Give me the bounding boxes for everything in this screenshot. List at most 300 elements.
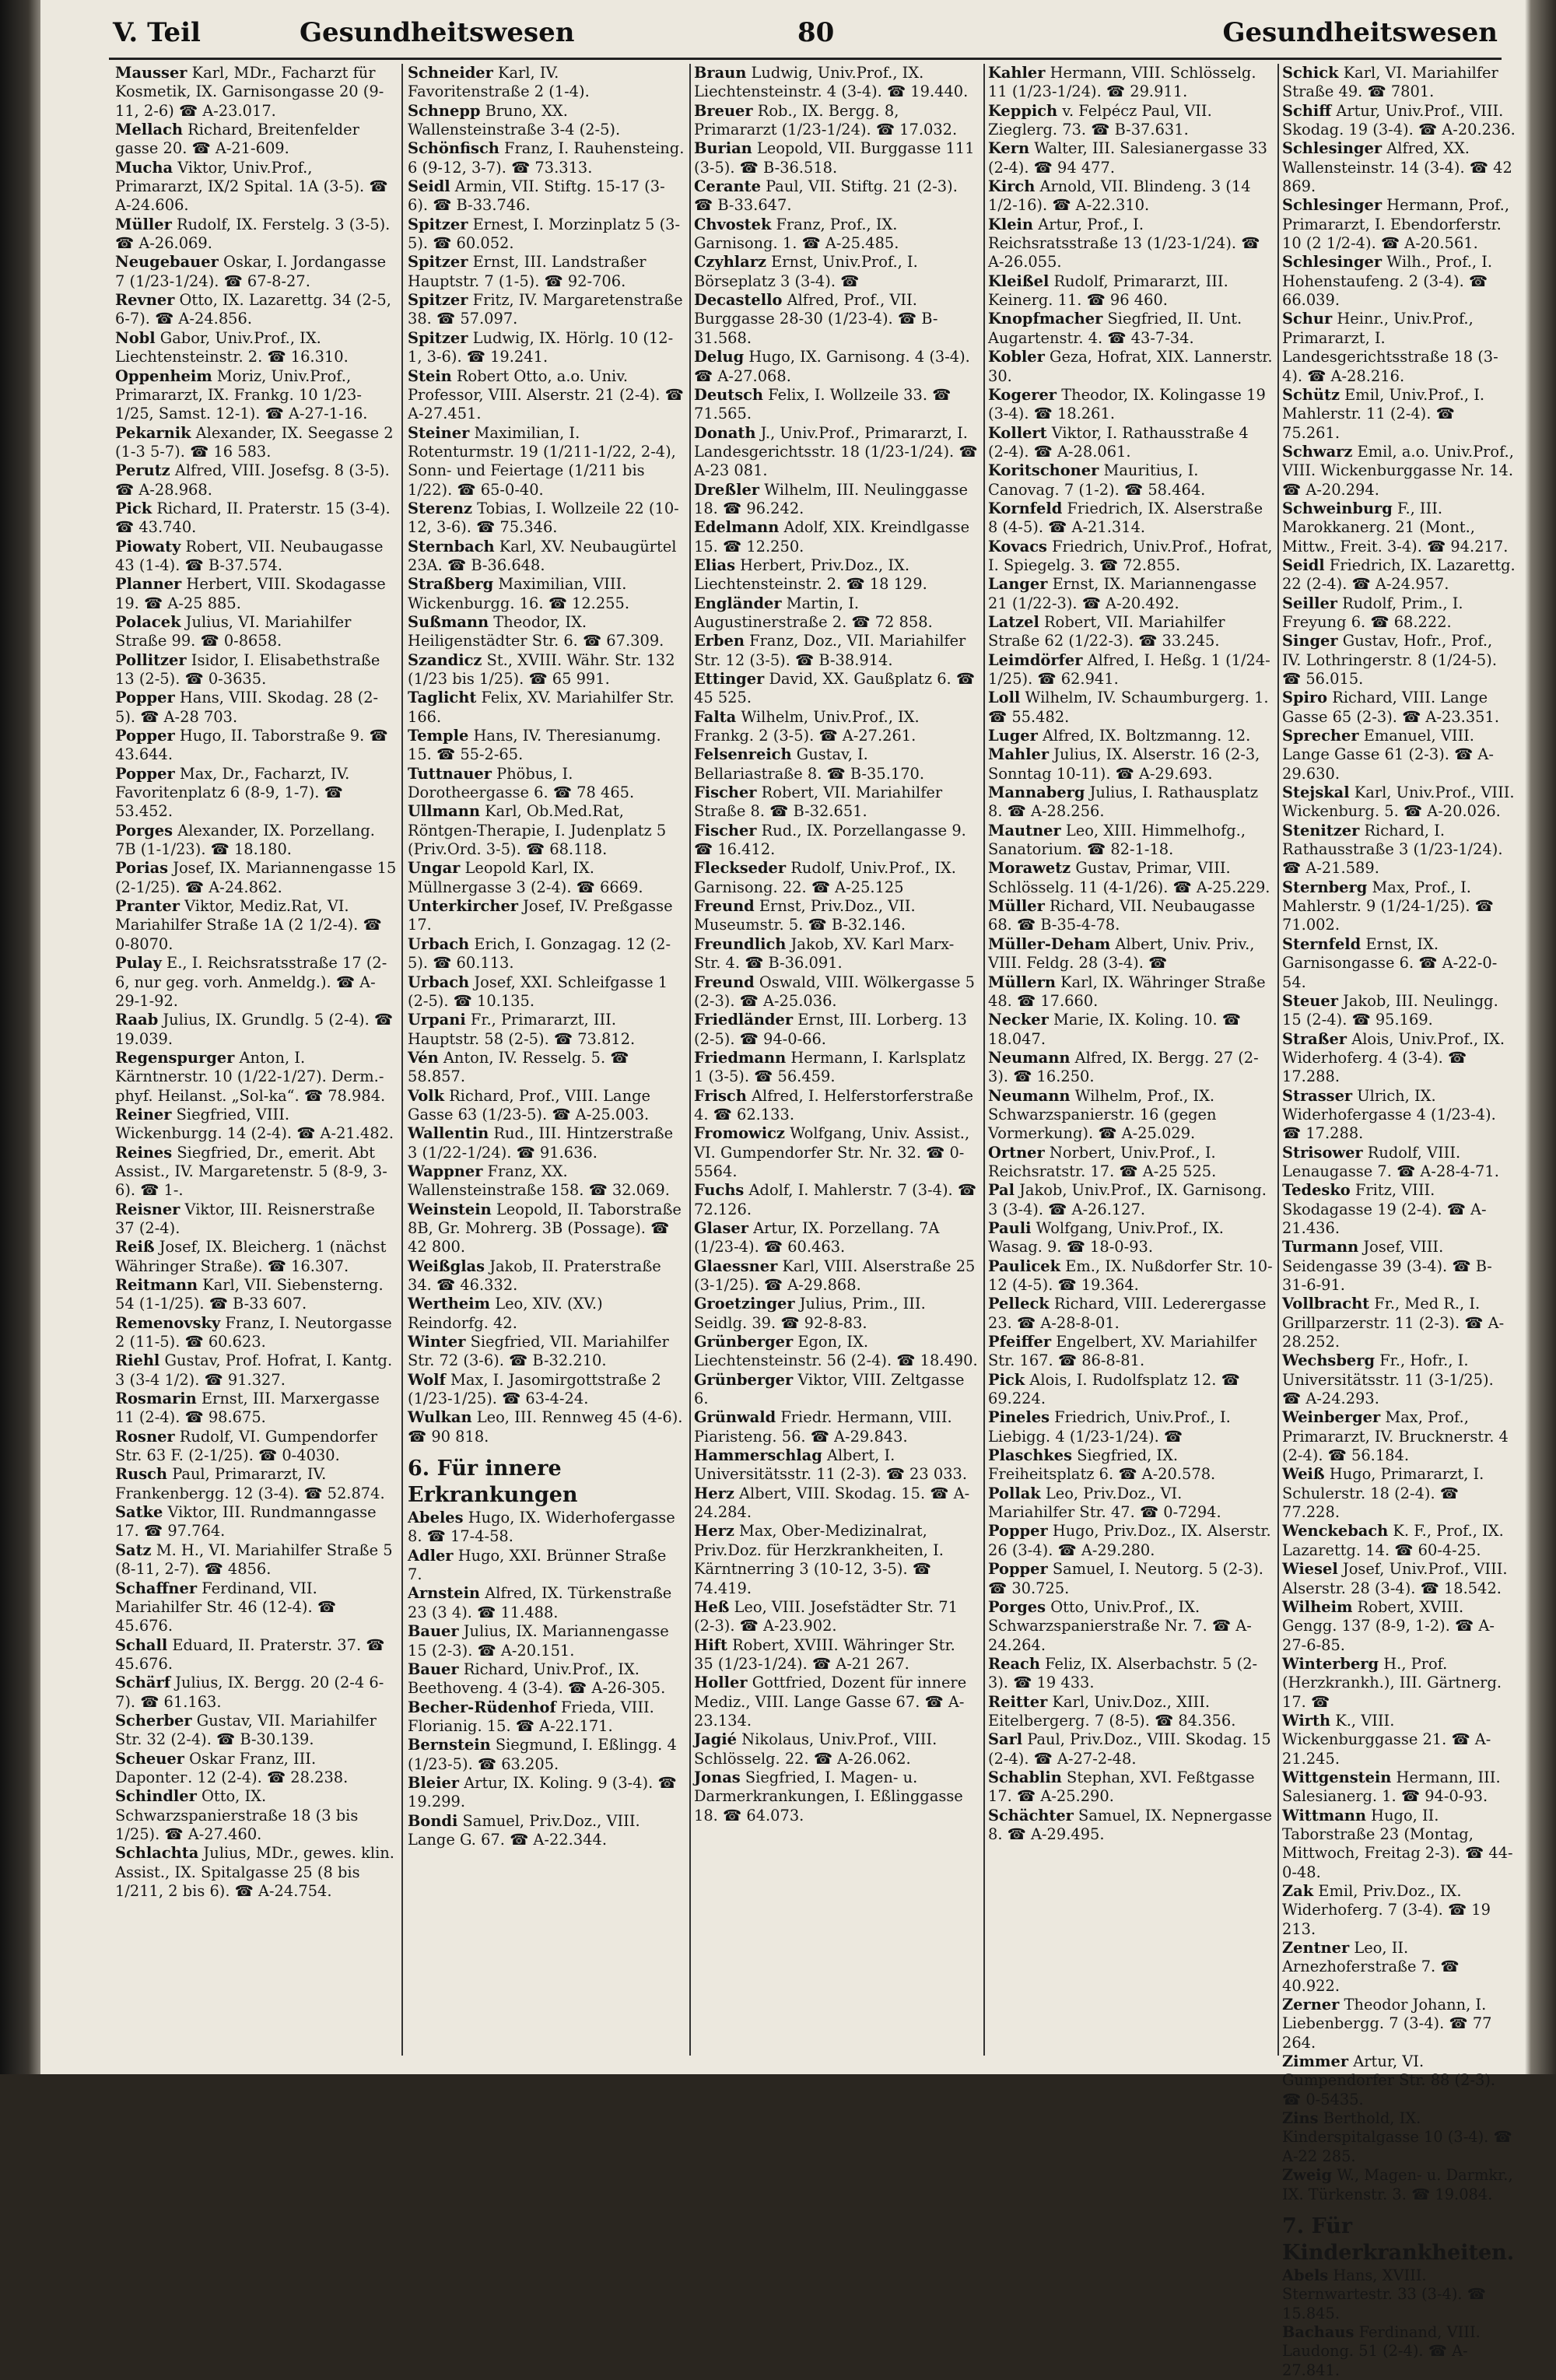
directory-entry [694, 822, 979, 860]
entry-surname: Hift [694, 1635, 727, 1654]
entry-surname: Decastello [694, 291, 783, 310]
entry-details: Stephan, XVI. Feßtgasse 17. ☎ A-25.290. [988, 1768, 1260, 1806]
entry-surname: Koritschoner [988, 461, 1099, 480]
directory-entry [115, 64, 397, 121]
entry-details: Ludwig, Univ.Prof., IX. Liechtensteinstr. 4 (3-4). ☎ 19.440. [694, 64, 969, 101]
entry-details: Friedr. Hermann, VIII. Piaristeng. 56. ☎ A-29.843. [694, 1408, 957, 1446]
entry-details: Jakob, III. Neulingg. 15 (2-4). ☎ 95.169. [1282, 991, 1503, 1029]
entry-surname: Wenckebach [1282, 1522, 1389, 1541]
entry-surname: Schütz [1282, 385, 1340, 404]
entry-surname: Pfeiffer [988, 1333, 1052, 1351]
directory-entry [1282, 2109, 1516, 2166]
directory-entry [408, 859, 685, 897]
directory-entry [115, 1750, 397, 1788]
entry-details: Leo, VIII. Josefstädter Str. 71 (2-3). ☎ A-23.902. [694, 1597, 963, 1635]
entry-surname: Schindler [115, 1787, 197, 1806]
directory-entry [408, 1660, 685, 1698]
entry-details: Rud., III. Hintzerstraße 3 (1/22-1/24). ☎ 91.636. [408, 1124, 678, 1162]
directory-entry [1282, 253, 1516, 310]
entry-surname: Taglicht [408, 689, 477, 707]
directory-entry [694, 1219, 979, 1257]
directory-entry [694, 481, 979, 519]
entry-surname: Mellach [115, 121, 184, 139]
entry-details: Josef, IX. Mariannengasse 15 (2-1/25). ☎ A-24.862. [115, 859, 401, 896]
entry-details: Artur, VI. Gumpendorfer Str. 88 (2-3). ☎ 0-5435. [1282, 2052, 1501, 2108]
entry-details: Rudolf, VI. Gumpendorfer Str. 63 F. (2-1/25). ☎ 0-4030. [115, 1427, 383, 1465]
directory-entry [115, 1351, 397, 1390]
entry-surname: Vén [408, 1048, 439, 1067]
entry-details: Walter, III. Salesianergasse 33 (2-4). ☎ 94 477. [988, 139, 1273, 177]
directory-entry [115, 859, 401, 897]
header-part: V. Teil [113, 17, 201, 48]
entry-details: Franz, XX. Wallensteinstraße 158. ☎ 32.069. [408, 1162, 670, 1200]
entry-surname: Abels [1282, 2266, 1329, 2284]
entry-surname: Polacek [115, 612, 181, 631]
directory-entry [694, 177, 979, 216]
entry-surname: Ungar [408, 859, 461, 878]
entry-details: Emil, a.o. Univ.Prof., VIII. Wickenburggasse Nr. 14. ☎ A-20.294. [1282, 442, 1519, 499]
entry-details: Richard, I. Rathausstraße 3 (1/23-1/24). ☎ A-21.589. [1282, 821, 1508, 878]
directory-entry [694, 897, 979, 935]
directory-entry [988, 461, 1273, 499]
entry-surname: Becher-Rüdenhof [408, 1698, 556, 1716]
directory-entry [408, 727, 685, 765]
directory-entry [694, 139, 979, 177]
entry-surname: Popper [115, 689, 175, 707]
entry-surname: Heß [694, 1597, 730, 1616]
directory-entry [408, 802, 685, 859]
directory-entry [1282, 689, 1516, 727]
entry-surname: Grünwald [694, 1408, 776, 1427]
entry-surname: Erben [694, 632, 745, 650]
entry-details: Rudolf, Prim., I. Freyung 6. ☎ 68.222. [1282, 594, 1468, 631]
entry-details: Gustav, Prof. Hofrat, I. Kantg. 3 (3-4 1/2). ☎ 91.327. [115, 1351, 398, 1389]
entry-surname: Falta [694, 707, 737, 726]
entry-surname: Zak [1282, 1882, 1314, 1900]
entry-details: Karl, MDr., Facharzt für Kosmetik, IX. Garnisongasse 20 (9-11, 2-6) ☎ A-23.017. [115, 64, 384, 120]
directory-entry [988, 1087, 1273, 1144]
directory-entry [408, 177, 685, 216]
entry-details: Richard, II. Praterstr. 15 (3-4). ☎ 43.740. [115, 499, 395, 537]
entry-details: Alfred, I. Helferstorferstraße 4. ☎ 62.133. [694, 1086, 979, 1123]
entry-details: Rudolf, Univ.Prof., IX. Garnisong. 22. ☎ A-25.125 [694, 859, 962, 896]
directory-entry [408, 1774, 685, 1812]
entry-surname: Pulay [115, 954, 162, 973]
entry-surname: Tuttnauer [408, 764, 492, 783]
directory-entry [115, 159, 397, 216]
directory-entry [408, 1124, 685, 1162]
entry-surname: Weinberger [1282, 1408, 1381, 1427]
entry-details: Otto, IX. Lazarettg. 34 (2-5, 6-7). ☎ A-24.856. [115, 291, 397, 328]
directory-entry [1282, 1598, 1516, 1655]
entry-surname: Schlesinger [1282, 139, 1383, 158]
entry-details: Richard, VIII. Lange Gasse 65 (2-3). ☎ A-23.351. [1282, 689, 1499, 726]
entry-details: Hugo, II. Taborstraße 9. ☎ 43.644. [115, 727, 393, 764]
entry-surname: Kern [988, 139, 1030, 158]
entry-surname: Schlesinger [1282, 196, 1383, 215]
entry-details: Maximilian, I. Rotenturmstr. 19 (1/211-1/22, 2-4), Sonn- und Feiertage (1/211 bis 1/22). ☎ 65-0-40. [408, 423, 682, 499]
directory-entry [1282, 992, 1516, 1030]
entry-details: Wolfgang, Univ. Assist., VI. Gumpendorfer Str. Nr. 32. ☎ 0-5564. [694, 1124, 975, 1180]
entry-surname: Pauli [988, 1218, 1032, 1237]
directory-entry [115, 1314, 397, 1352]
directory-entry [1282, 1807, 1516, 1882]
entry-surname: Pelleck [988, 1295, 1050, 1313]
entry-details: Felix, XV. Mariahilfer Str. 166. [408, 689, 679, 726]
entry-surname: Seidl [408, 177, 450, 196]
directory-entry [408, 538, 685, 576]
entry-surname: Weinstein [408, 1200, 492, 1218]
header-rule [109, 58, 1502, 60]
entry-surname: Kirch [988, 177, 1036, 196]
entry-details: Max, Dr., Facharzt, IV. Favoritenplatz 6 (8-9, 1-7). ☎ 53.452. [115, 764, 355, 821]
directory-entry [1282, 1768, 1516, 1807]
entry-surname: Fromowicz [694, 1124, 785, 1143]
entry-details: Feliz, IX. Alserbachstr. 5 (2-3). ☎ 19 433. [988, 1654, 1258, 1692]
entry-details: Artur, IX. Koling. 9 (3-4). ☎ 19.299. [408, 1773, 682, 1811]
directory-entry [408, 689, 685, 727]
directory-entry [408, 897, 685, 935]
directory-entry [408, 1698, 685, 1737]
directory-entry [408, 291, 688, 329]
entry-details: E., I. Reichsratsstraße 17 (2-6, nur geg. vorh. Anmeldg.). ☎ A-29-1-92. [115, 954, 387, 1010]
entry-details: Wilhelm, IV. Schaumburgerg. 1. ☎ 55.482. [988, 689, 1274, 726]
entry-details: Otto, IX. Schwarzspanierstraße 18 (3 bis 1/25). ☎ A-27.460. [115, 1787, 363, 1843]
entry-surname: Oppenheim [115, 366, 212, 385]
entry-details: Viktor, Univ.Prof., Primararzt, IX/2 Spital. 1A (3-5). ☎ A-24.606. [115, 158, 393, 215]
directory-entry [1282, 1295, 1516, 1351]
entry-surname: Reitter [988, 1692, 1048, 1711]
directory-entry [988, 1655, 1273, 1693]
directory-entry [988, 575, 1273, 613]
entry-details: Samuel, Priv.Doz., VIII. Lange G. 67. ☎ A-22.344. [408, 1811, 645, 1849]
entry-details: Robert Otto, a.o. Univ. Professor, VIII. Alserstr. 21 (2-4). ☎ A-27.451. [408, 366, 689, 423]
directory-entry [988, 386, 1273, 424]
directory-entry [1282, 1087, 1516, 1144]
directory-entry [988, 1371, 1273, 1409]
entry-surname: Regenspurger [115, 1048, 235, 1067]
directory-entry [1282, 64, 1516, 102]
directory-entry [988, 651, 1273, 689]
entry-details: K., VIII. Wickenburggasse 21. ☎ A-21.245. [1282, 1711, 1491, 1768]
directory-entry [694, 1181, 982, 1219]
entry-details: Julius, IX. Mariannengasse 15 (2-3). ☎ A-20.151. [408, 1622, 674, 1660]
entry-surname: Pick [988, 1370, 1025, 1389]
entry-surname: Kornfeld [988, 499, 1063, 517]
entry-details: v. Felpécz Paul, VII. Zieglerg. 73. ☎ B-37.631. [988, 101, 1217, 139]
entry-surname: Volk [408, 1086, 444, 1105]
entry-surname: Felsenreich [694, 745, 792, 764]
directory-entry [1282, 783, 1519, 822]
entry-details: Emil, Priv.Doz., IX. Widerhoferg. 7 (3-4). ☎ 19 213. [1282, 1882, 1496, 1938]
directory-entry [408, 935, 685, 973]
directory-entry [1282, 1655, 1516, 1712]
entry-details: Robert, XVIII. Gengg. 137 (8-9, 1-2). ☎ A-27-6-85. [1282, 1597, 1495, 1654]
directory-entry [1282, 1882, 1516, 1939]
entry-surname: Ettinger [694, 670, 765, 688]
directory-entry [408, 1371, 685, 1409]
directory-entry [115, 1276, 397, 1314]
directory-entry [988, 1768, 1273, 1807]
entry-surname: Seiller [1282, 594, 1337, 612]
page-number: 80 [797, 17, 835, 48]
entry-details: Leopold Karl, IX. Müllnergasse 3 (2-4). ☎ 6669. [408, 859, 643, 896]
entry-details: Leo, III. Rennweg 45 (4-6). ☎ 90 818. [408, 1408, 688, 1446]
column-4 [988, 64, 1277, 2056]
entry-surname: Sterenz [408, 499, 472, 517]
entry-details: Rudolf, VIII. Lenaugasse 7. ☎ A-28-4-71. [1282, 1143, 1499, 1180]
directory-entry [115, 1541, 397, 1579]
entry-details: Oskar Franz, III. Dapontег. 12 (2-4). ☎ 28.238. [115, 1749, 349, 1786]
entry-surname: Dreßler [694, 480, 760, 499]
directory-entry [115, 1106, 397, 1144]
entry-details: Gottfried, Dozent für innere Mediz., VIII. Lange Gasse 67. ☎ A-23.134. [694, 1674, 972, 1730]
entry-details: Otto, Univ.Prof., IX. Schwarzspanierstraße Nr. 7. ☎ A-24.264. [988, 1597, 1252, 1654]
directory-entry [408, 499, 685, 538]
directory-entry [408, 1622, 685, 1660]
entry-details: Hugo, IX. Widerhofergasse 8. ☎ 17-4-58. [408, 1509, 680, 1546]
entry-surname: Sternberg [1282, 878, 1368, 896]
entry-surname: Strisower [1282, 1143, 1363, 1162]
entry-details: Gabor, Univ.Prof., IX. Liechtensteinstr. 2. ☎ 16.310. [115, 328, 349, 366]
entry-surname: Frisch [694, 1086, 747, 1105]
directory-entry [988, 139, 1273, 177]
entry-surname: Jagié [694, 1730, 738, 1749]
entry-details: Ernst, IX. Garnisongasse 6. ☎ A-22-0-54. [1282, 934, 1498, 991]
directory-entry [1282, 1939, 1516, 1996]
directory-entry [115, 461, 397, 499]
entry-details: Viktor, I. Rathausstraße 4 (2-4). ☎ A-28.061. [988, 423, 1253, 461]
directory-entry [988, 973, 1273, 1011]
entry-details: Leo, Priv.Doz., VI. Mariahilfer Str. 47. ☎ 0-7294. [988, 1484, 1221, 1522]
directory-entry [988, 1522, 1276, 1560]
directory-entry [988, 783, 1273, 822]
entry-surname: Latzel [988, 612, 1039, 631]
entry-details: Karl, IV. Favoritenstraße 2 (1-4). [408, 64, 590, 101]
entry-details: Karl, Ob.Med.Rat, Röntgen-Therapie, I. Judenplatz 5 (Priv.Ord. 3-5). ☎ 68.118. [408, 802, 671, 859]
directory-entry [115, 424, 397, 462]
entry-details: Siegfried, I. Magen- u. Darmerkrankungen, I. Eßlinggasse 18. ☎ 64.073. [694, 1768, 968, 1824]
entry-surname: Spitzer [408, 328, 468, 347]
entry-surname: Winterberg [1282, 1654, 1379, 1673]
entry-surname: Kleißel [988, 272, 1050, 290]
entry-surname: Müller-Deham [988, 934, 1111, 953]
entry-details: Theodor, IX. Heiligenstädter Str. 6. ☎ 67.309. [408, 612, 664, 650]
entry-details: Richard, Univ.Prof., IX. Beethoveng. 4 (3-4). ☎ A-26-305. [408, 1660, 666, 1698]
entry-details: Friedrich, Univ.Prof., I. Liebigg. 4 (1/23-1/24). ☎ [988, 1408, 1235, 1446]
directory-entry [988, 1730, 1276, 1768]
entry-surname: Kahler [988, 64, 1046, 82]
entry-surname: Luger [988, 727, 1038, 745]
entry-surname: Mautner [988, 821, 1061, 839]
directory-entry [408, 575, 685, 613]
entry-details: Rud., IX. Porzellangasse 9. ☎ 16.412. [694, 821, 971, 859]
entry-surname: Straßberg [408, 575, 494, 594]
directory-entry [408, 1812, 685, 1850]
directory-entry [1282, 1522, 1516, 1560]
directory-entry [694, 1124, 979, 1181]
directory-entry [988, 424, 1273, 462]
entry-surname: Stejskal [1282, 783, 1350, 802]
entry-details: Hugo, IX. Garnisong. 4 (3-4). ☎ A-27.068. [694, 348, 976, 385]
entry-surname: Schlesinger [1282, 253, 1383, 272]
entry-surname: Fischer [694, 821, 757, 839]
entry-surname: Tedesko [1282, 1181, 1351, 1200]
entry-details: Karl, XV. Neubaugürtel 23A. ☎ B-36.648. [408, 537, 682, 574]
entry-surname: Freund [694, 973, 755, 991]
directory-entry [408, 1011, 685, 1049]
directory-entry [694, 386, 979, 424]
entry-details: K. F., Prof., IX. Lazarettg. 14. ☎ 60-4-25. [1282, 1522, 1509, 1559]
directory-entry [694, 1087, 979, 1125]
directory-entry [694, 670, 979, 708]
entry-surname: Popper [988, 1522, 1048, 1541]
directory-entry [115, 367, 397, 424]
directory-entry [115, 329, 397, 367]
directory-entry [988, 216, 1273, 272]
entry-details: Friedrich, Univ.Prof., Hofrat, I. Spiegelg. 3. ☎ 72.855. [988, 537, 1277, 574]
directory-entry [115, 216, 397, 254]
entry-details: Hugo, II. Taborstraße 23 (Montag, Mittwoch, Freitag 2-3). ☎ 44-0-48. [1282, 1806, 1513, 1881]
entry-surname: Burian [694, 139, 752, 158]
entry-surname: Keppich [988, 101, 1058, 120]
directory-entry [1282, 2323, 1516, 2380]
entry-details: Hans, IV. Theresianumg. 15. ☎ 55-2-65. [408, 727, 666, 764]
directory-entry [115, 499, 397, 538]
entry-details: Albert, I. Universitätsstr. 11 (2-3). ☎ 23 033. [694, 1446, 968, 1484]
entry-surname: Straßer [1282, 1029, 1347, 1048]
directory-entry [988, 1446, 1273, 1484]
entry-details: Richard, VIII. Lederergasse 23. ☎ A-28-8-01. [988, 1295, 1271, 1332]
directory-entry [408, 216, 685, 254]
directory-entry [115, 1390, 397, 1428]
entry-details: Jakob, II. Praterstraße 34. ☎ 46.332. [408, 1257, 666, 1294]
directory-entry [115, 1503, 397, 1541]
entry-details: Anton, IV. Resselg. 5. ☎ 58.857. [408, 1048, 634, 1086]
entry-surname: Spitzer [408, 291, 468, 310]
directory-entry [694, 1371, 979, 1409]
directory-entry [408, 1333, 685, 1371]
entry-details: Fr., Hofr., I. Universitätsstr. 11 (3-1/25). ☎ A-24.293. [1282, 1351, 1498, 1408]
directory-entry [988, 935, 1273, 973]
directory-entry [694, 1011, 979, 1049]
entry-surname: Müller [115, 215, 172, 233]
directory-entry [408, 973, 685, 1011]
entry-details: Martin, I. Augustinerstraße 2. ☎ 72 858. [694, 594, 933, 631]
entry-surname: Weiß [1282, 1465, 1325, 1484]
entry-surname: Freundlich [694, 934, 787, 953]
entry-surname: Hammerschlag [694, 1446, 822, 1465]
entry-details: Leo, II. Arnezhoferstraße 7. ☎ 40.922. [1282, 1939, 1464, 1995]
entry-surname: Singer [1282, 632, 1338, 650]
directory-entry [408, 102, 685, 140]
entry-details: Siegfried, IX. Freiheitsplatz 6. ☎ A-20.578. [988, 1446, 1216, 1484]
entry-surname: Jonas [694, 1768, 741, 1786]
entry-surname: Neumann [988, 1086, 1071, 1105]
entry-surname: Fischer [694, 783, 757, 802]
directory-entry [1282, 632, 1516, 689]
entry-details: Friedrich, IX. Alserstraße 8 (4-5). ☎ A-21.314. [988, 499, 1268, 537]
entry-details: Alfred, IX. Bergg. 27 (2-3). ☎ 16.250. [988, 1048, 1259, 1086]
entry-surname: Plaschkes [988, 1446, 1073, 1465]
entry-details: Viktor, VIII. Zeltgasse 6. [694, 1370, 969, 1408]
entry-details: Ernst, Priv.Doz., VII. Museumstr. 5. ☎ B-32.146. [694, 897, 920, 934]
directory-entry [694, 423, 983, 481]
entry-surname: Pollak [988, 1484, 1041, 1502]
entry-surname: Vollbracht [1282, 1295, 1370, 1313]
entry-surname: Breuer [694, 101, 753, 120]
entry-surname: Zins [1282, 2109, 1319, 2128]
entry-surname: Engländer [694, 594, 782, 612]
entry-surname: Knopfmacher [988, 310, 1103, 328]
entry-details: Josef, VIII. Seidengasse 39 (3-4). ☎ B-31-6-91. [1282, 1238, 1492, 1294]
entry-details: Rob., IX. Bergg. 8, Primararzt (1/23-1/24). ☎ 17.032. [694, 101, 958, 139]
directory-entry [694, 1730, 979, 1768]
entry-details: Robert, VII. Mariahilfer Straße 8. ☎ B-32.651. [694, 783, 948, 821]
entry-surname: Spitzer [408, 215, 468, 233]
entry-details: Karl, VII. Siebensterng. 54 (1-1/25). ☎ B-33 607. [115, 1276, 388, 1313]
entry-surname: Perutz [115, 461, 170, 480]
entry-surname: Schall [115, 1635, 168, 1654]
entry-details: Paul, Priv.Doz., VIII. Skodag. 15 (2-4). ☎ A-27-2-48. [988, 1730, 1276, 1768]
entry-details: Artur, Univ.Prof., VIII. Skodag. 19 (3-4). ☎ A-20.236. [1282, 101, 1516, 139]
entry-surname: Zentner [1282, 1939, 1350, 1958]
entry-details: Alois, I. Rudolfsplatz 12. ☎ 69.224. [988, 1370, 1245, 1408]
entry-surname: Ortner [988, 1143, 1045, 1162]
entry-surname: Zerner [1282, 1996, 1340, 2014]
entry-surname: Edelmann [694, 518, 780, 537]
entry-details: Ulrich, IX. Widerhofergasse 4 (1/23-4). ☎ 17.288. [1282, 1086, 1501, 1143]
entry-surname: Seidl [1282, 556, 1325, 574]
directory-entry [694, 253, 979, 291]
entry-surname: Langer [988, 575, 1048, 594]
entry-details: Siegfried, VII. Mariahilfer Str. 72 (3-6). ☎ B-32.210. [408, 1333, 674, 1370]
directory-entry [1282, 1712, 1516, 1768]
directory-entry [988, 1408, 1273, 1446]
entry-details: Karl, Univ.Doz., XIII. Eitelbergerg. 7 (8-5). ☎ 84.356. [988, 1692, 1236, 1730]
directory-entry [988, 348, 1277, 386]
column-3 [694, 64, 983, 2056]
entry-details: Karl, IX. Währinger Straße 48. ☎ 17.660. [988, 973, 1270, 1010]
directory-entry [115, 253, 397, 291]
entry-surname: Temple [408, 727, 469, 745]
entry-details: Leopold, VII. Burggasse 111 (3-5). ☎ B-36.518. [694, 139, 980, 177]
entry-details: Julius, IX. Bergg. 20 (2-4 6-7). ☎ 61.163. [115, 1674, 384, 1711]
directory-entry [988, 1484, 1273, 1523]
entry-details: Hugo, Priv.Doz., IX. Alserstr. 26 (3-4). ☎ A-29.280. [988, 1522, 1276, 1559]
directory-entry [1282, 1408, 1516, 1465]
entry-surname: Morawetz [988, 859, 1071, 878]
entry-details: Richard, Breitenfelder gasse 20. ☎ A-21-609. [115, 121, 365, 158]
directory-entry [988, 1181, 1273, 1219]
entry-details: Josef, IV. Preßgasse 17. [408, 897, 678, 934]
entry-details: Oskar, I. Jordangasse 7 (1/23-1/24). ☎ 67-8-27. [115, 253, 391, 290]
entry-surname: Schärf [115, 1674, 171, 1692]
column-divider [689, 64, 691, 2056]
entry-details: Theodor Johann, I. Liebenbergg. 7 (3-4). ☎ 77 264. [1282, 1996, 1497, 2052]
entry-surname: Szandicz [408, 650, 482, 669]
entry-details: Karl, Univ.Prof., VIII. Wickenburg. 5. ☎ A-20.026. [1282, 783, 1519, 821]
directory-entry [115, 613, 397, 651]
entry-details: Siegfried, Dr., emerit. Abt Assist., IV. Margaretenstr. 5 (8-9, 3-6). ☎ 1-. [115, 1143, 387, 1200]
entry-details: Herbert, VIII. Skodagasse 19. ☎ A-25 885. [115, 575, 391, 612]
entry-surname: Popper [988, 1560, 1048, 1579]
entry-details: Robert, VII. Mariahilfer Straße 62 (1/22-3). ☎ 33.245. [988, 612, 1230, 650]
entry-details: Leo, XIV. (XV.) Reindorfg. 42. [408, 1295, 608, 1332]
entry-details: Hugo, XXI. Brünner Straße 7. [408, 1546, 671, 1584]
directory-entry [115, 1636, 397, 1674]
directory-entry [694, 1257, 979, 1295]
